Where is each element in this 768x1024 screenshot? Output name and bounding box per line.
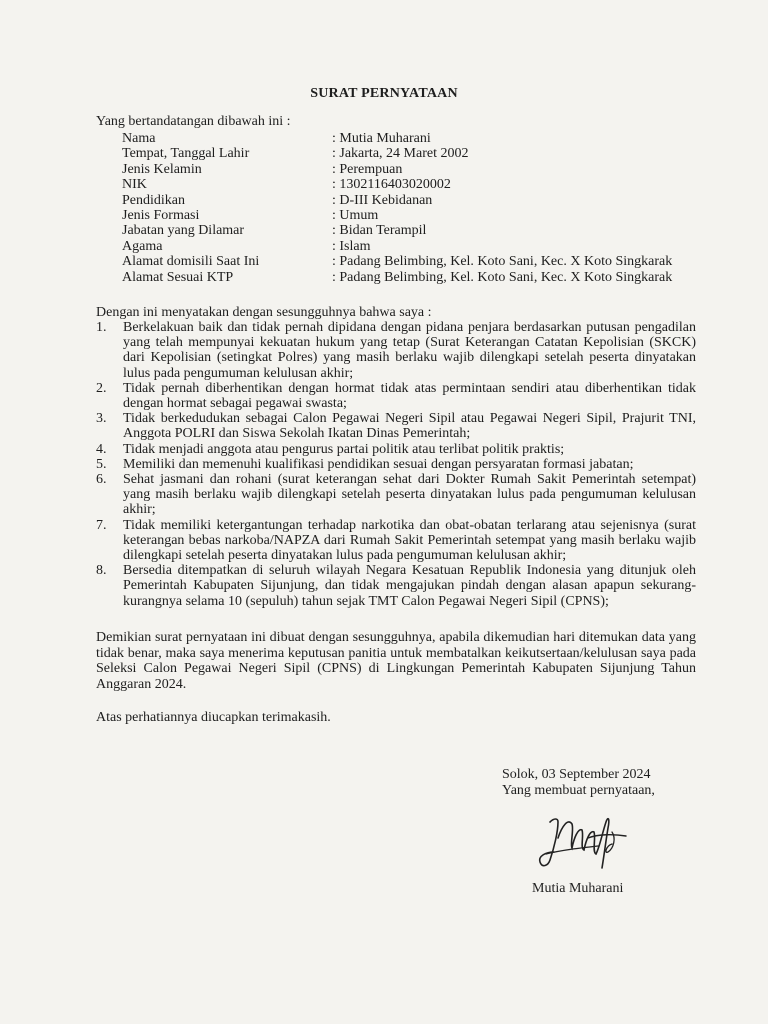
- field-row-nama: [122, 131, 722, 146]
- field-row-nik: [122, 177, 722, 192]
- field-row-agama: [122, 239, 722, 254]
- list-item: [96, 518, 696, 564]
- field-label: Pendidikan: [122, 192, 185, 208]
- signature-block: [502, 767, 655, 799]
- item-number: 8.: [96, 563, 107, 579]
- field-value: : Padang Belimbing, Kel. Koto Sani, Kec. X Koto Singkarak: [332, 269, 673, 285]
- field-label: Jenis Formasi: [122, 207, 200, 223]
- field-label: NIK: [122, 177, 147, 193]
- item-text: Tidak menjadi anggota atau pengurus partai politik atau terlibat politik praktis;: [123, 441, 565, 457]
- item-number: 6.: [96, 472, 107, 488]
- field-row-ttl: [122, 146, 722, 161]
- document-title: SURAT PERNYATAAN: [310, 86, 458, 101]
- list-item: [96, 320, 696, 381]
- field-row-jenis-kelamin: [122, 162, 722, 177]
- item-text: Sehat jasmani dan rohani (surat keterangan sehat dari Dokter Rumah Sakit Pemerintah setempat) yang masih berlaku wajib dilengkapi setelah peserta dinyatakan lulus pada pengumuman kelulusan akhir;: [123, 472, 696, 518]
- field-value: : 1302116403020002: [332, 177, 451, 193]
- intro-text: Yang bertandatangan dibawah ini :: [96, 114, 291, 129]
- field-row-alamat-domisili: [122, 254, 722, 269]
- item-number: 1.: [96, 320, 107, 335]
- item-text: Tidak berkedudukan sebagai Calon Pegawai Negeri Sipil atau Pegawai Negeri Sipil, Prajurit TNI, Anggota POLRI dan Siswa Sekolah Ikatan Dinas Pemerintah;: [123, 411, 696, 442]
- field-label: Tempat, Tanggal Lahir: [122, 146, 250, 162]
- place-date: Solok, 03 September 2024: [502, 767, 651, 782]
- field-value: : Jakarta, 24 Maret 2002: [332, 146, 469, 162]
- item-number: 5.: [96, 456, 107, 472]
- statement-intro: Dengan ini menyatakan dengan sesungguhnya bahwa saya :: [96, 305, 432, 320]
- field-label: Jabatan yang Dilamar: [122, 223, 245, 239]
- field-label: Nama: [122, 131, 156, 146]
- field-value: : Mutia Muharani: [332, 131, 431, 146]
- list-item: [96, 472, 696, 518]
- field-label: Alamat domisili Saat Ini: [122, 254, 260, 270]
- signer-caption: Yang membuat pernyataan,: [502, 783, 655, 798]
- field-row-jenis-formasi: [122, 208, 722, 223]
- list-item: [96, 381, 696, 411]
- item-text: Tidak pernah diberhentikan dengan hormat tidak atas permintaan sendiri atau diberhentikan tidak dengan hormat sebagai pegawai swasta;: [123, 380, 696, 412]
- signer-name: Mutia Muharani: [532, 881, 624, 896]
- identity-fields: [122, 131, 722, 285]
- item-text: Berkelakuan baik dan tidak pernah dipidana dengan pidana penjara berdasarkan putusan pengadilan yang telah mempunyai kekuatan hukum yang tetap (Surat Keterangan Catatan Kepolisian (SKCK) dari Kepolisian (setingkat Polres) yang masih berlaku wajib dilengkapi setelah peserta dinyatakan lulus pada pengumuman kelulusan akhir;: [123, 320, 696, 381]
- list-item: [96, 563, 696, 609]
- field-row-alamat-ktp: [122, 270, 722, 285]
- field-value: : Umum: [332, 207, 379, 223]
- item-number: 2.: [96, 380, 107, 396]
- field-label: Agama: [122, 238, 163, 254]
- item-number: 7.: [96, 517, 107, 533]
- list-item: [96, 411, 696, 441]
- thanks-text: Atas perhatiannya diucapkan terimakasih.: [96, 710, 331, 725]
- field-value: : Padang Belimbing, Kel. Koto Sani, Kec. X Koto Singkarak: [332, 254, 673, 270]
- list-item: [96, 457, 696, 472]
- item-text: Bersedia ditempatkan di seluruh wilayah Negara Kesatuan Republik Indonesia yang ditunjuk oleh Pemerintah Kabupaten Sijunjung, dan tidak mengajukan pindah dengan alasan apapun sekurang-kurangnya selama 10 (sepuluh) tahun sejak TMT Calon Pegawai Negeri Sipil (CPNS);: [123, 563, 696, 609]
- field-value: : Islam: [332, 238, 371, 254]
- field-row-jabatan: [122, 223, 722, 238]
- item-text: Memiliki dan memenuhi kualifikasi pendidikan sesuai dengan persyaratan formasi jabatan;: [123, 456, 634, 472]
- item-number: 3.: [96, 411, 107, 427]
- field-label: Alamat Sesuai KTP: [122, 269, 234, 285]
- statement-list: [96, 320, 696, 609]
- list-item: [96, 442, 696, 457]
- handwritten-signature: [528, 808, 638, 874]
- item-number: 4.: [96, 441, 107, 457]
- closing-paragraph: Demikian surat pernyataan ini dibuat dengan sesungguhnya, apabila dikemudian hari ditemukan data yang tidak benar, maka saya menerima keputusan panitia untuk membatalkan keikutsertaan/kelulusan saya pada Seleksi Calon Pegawai Negeri Sipil (CPNS) di Lingkungan Pemerintah Kabupaten Sijunjung Tahun Anggaran 2024.: [96, 630, 696, 692]
- field-value: : Bidan Terampil: [332, 223, 427, 239]
- field-row-pendidikan: [122, 193, 722, 208]
- field-value: : D-III Kebidanan: [332, 192, 433, 208]
- field-value: : Perempuan: [332, 161, 403, 177]
- item-text: Tidak memiliki ketergantungan terhadap narkotika dan obat-obatan terlarang atau sejenisnya (surat keterangan bebas narkoba/NAPZA dari Rumah Sakit Pemerintah setempat yang masih berlaku wajib dilengkapi setelah peserta dinyatakan lulus pada pengumuman kelulusan akhir;: [123, 517, 696, 564]
- field-label: Jenis Kelamin: [122, 161, 202, 177]
